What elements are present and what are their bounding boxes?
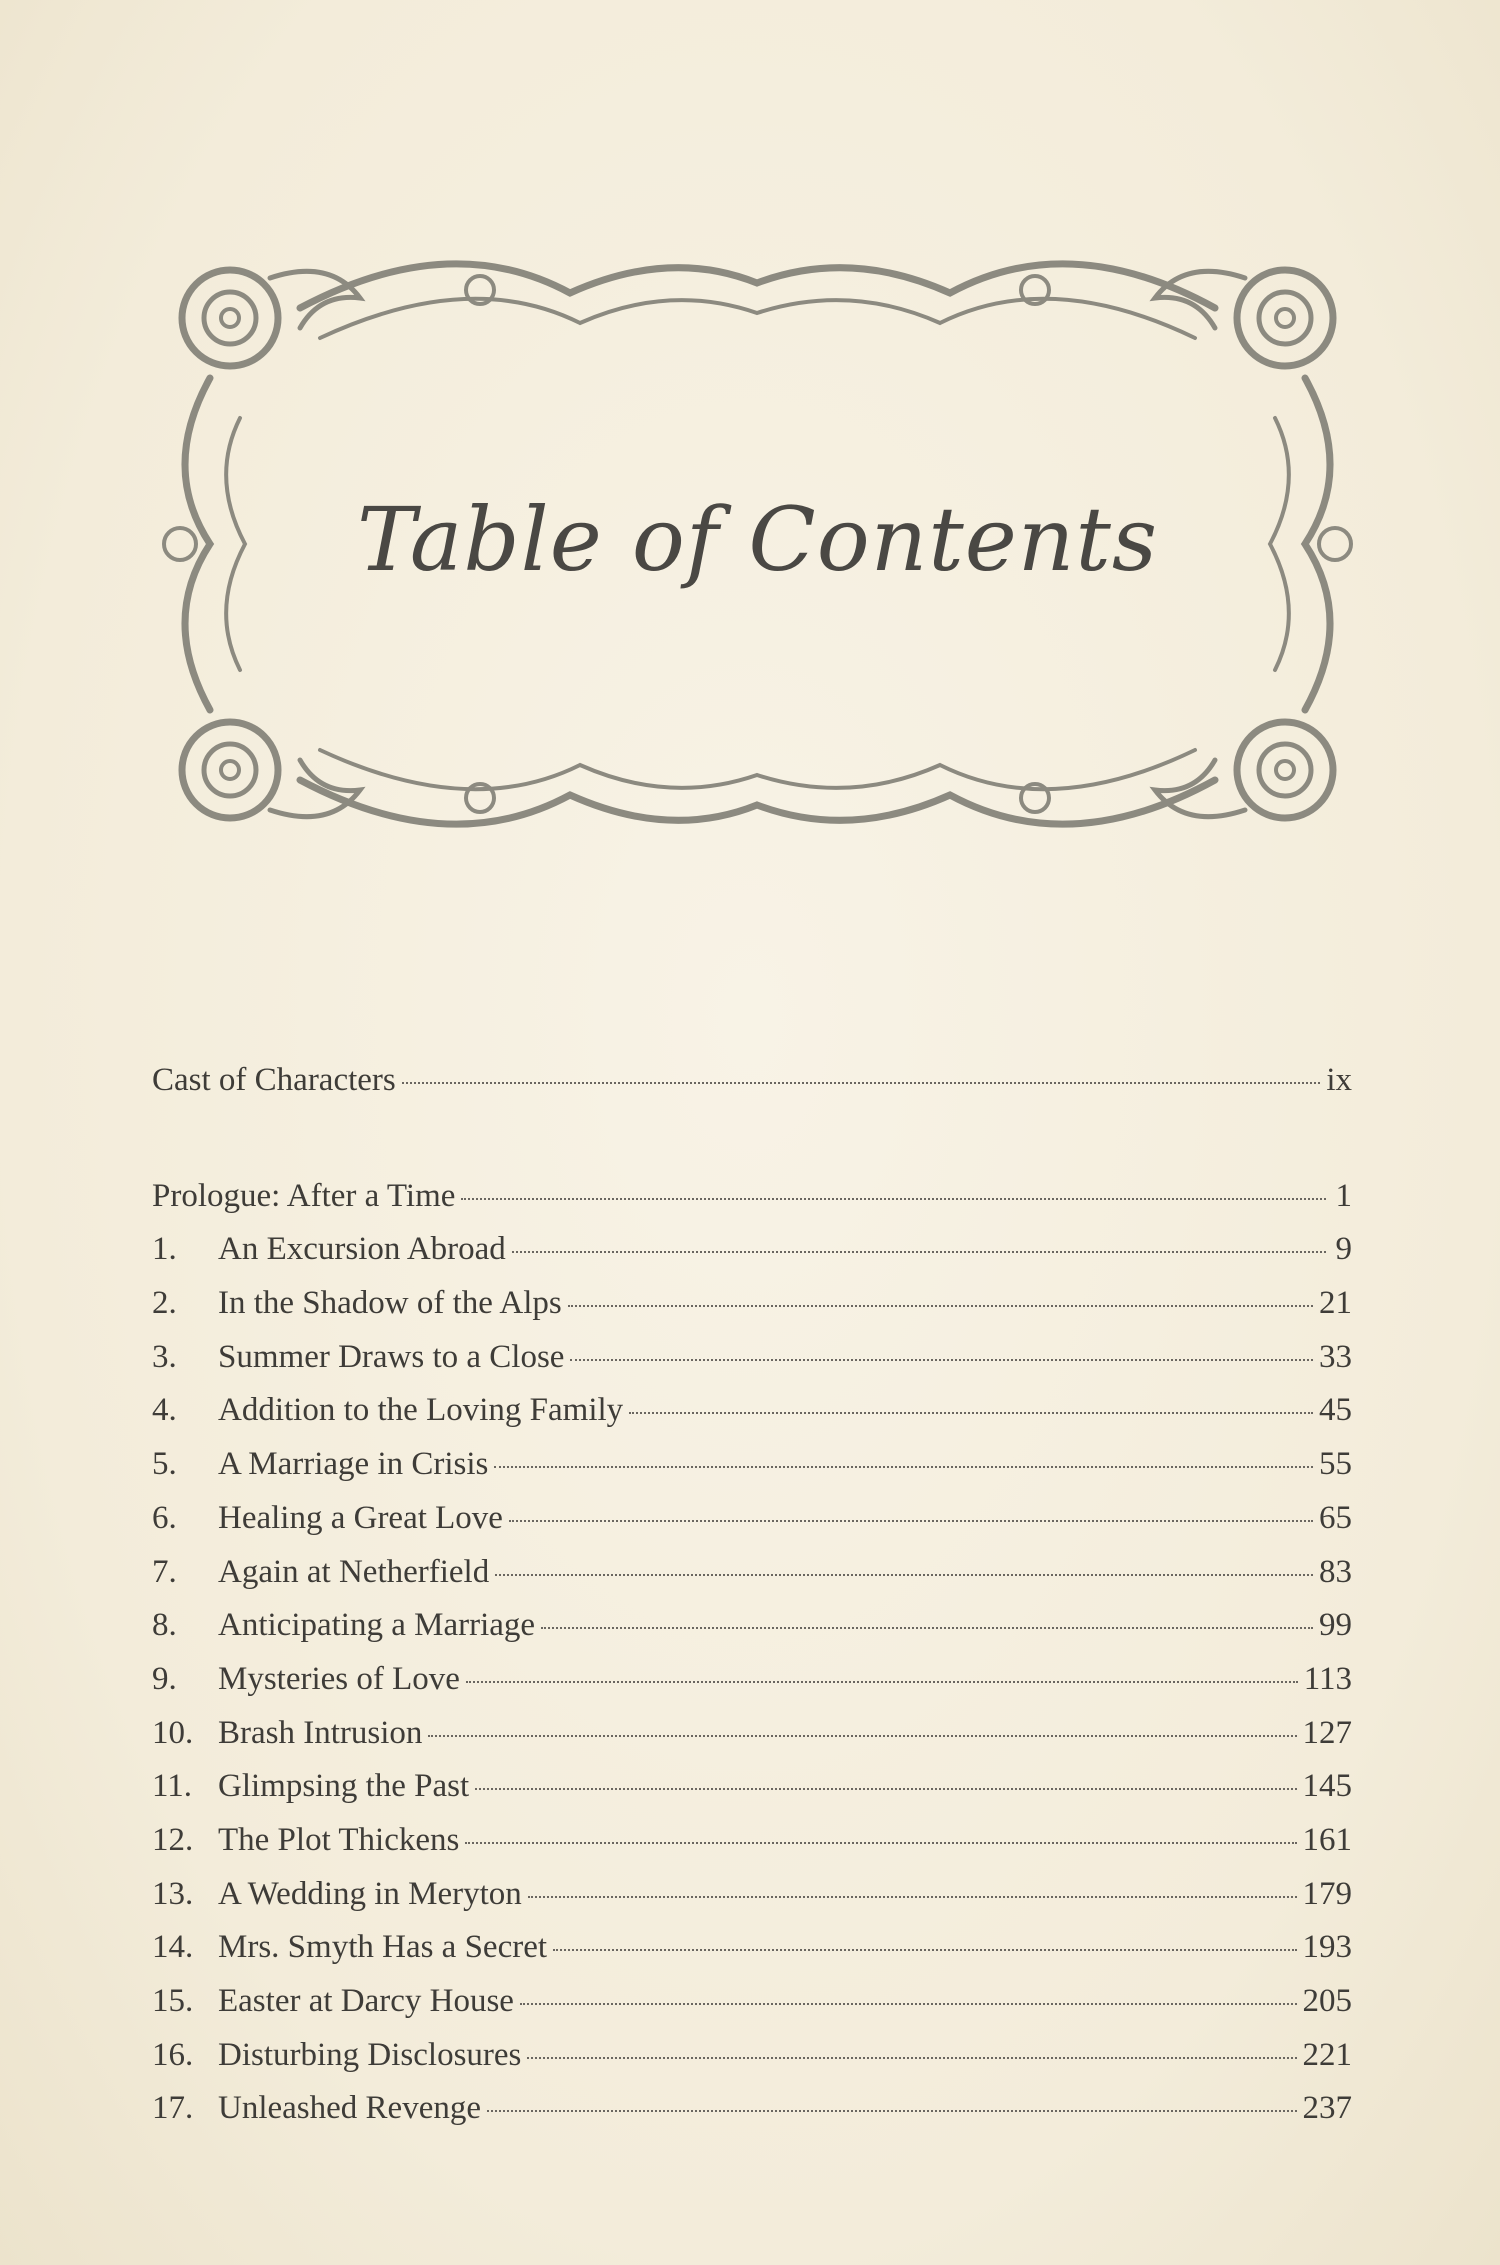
- toc-entry-label: Cast of Characters: [152, 1062, 396, 1098]
- toc-entry-chapter: [152, 1339, 1352, 1393]
- chapter-title: Easter at Darcy House: [218, 1983, 514, 2019]
- chapter-page: 145: [1302, 1768, 1352, 1805]
- chapter-number: 15.: [152, 1983, 194, 2019]
- chapter-title: Mrs. Smyth Has a Secret: [218, 1929, 548, 1966]
- toc-entry-page: 1: [1335, 1177, 1352, 1214]
- toc-entry-cast-of-characters: [152, 1062, 1352, 1116]
- dot-leader: [509, 1520, 1313, 1522]
- chapter-page: 193: [1302, 1929, 1352, 1966]
- chapter-title: Brash Intrusion: [218, 1714, 423, 1751]
- dot-leader: [402, 1082, 1321, 1084]
- toc-entry-chapter: [152, 1929, 1352, 1983]
- dot-leader: [520, 2003, 1297, 2005]
- toc-entry-chapter: [152, 1715, 1352, 1769]
- chapter-title: Addition to the Loving Family: [218, 1392, 624, 1429]
- chapter-title: Summer Draws to a Close: [218, 1338, 565, 1375]
- toc-entry-chapter: [152, 1231, 1352, 1285]
- toc-entry-chapter: [152, 1983, 1352, 2037]
- chapter-number: 2.: [152, 1285, 177, 1322]
- chapter-number: 14.: [152, 1929, 194, 1966]
- toc-entry-page: ix: [1326, 1062, 1352, 1098]
- chapter-page: 113: [1303, 1660, 1352, 1697]
- chapter-number: 16.: [152, 2036, 194, 2073]
- dot-leader: [461, 1198, 1326, 1200]
- toc-entry-chapter: [152, 1392, 1352, 1446]
- chapter-title: A Marriage in Crisis: [218, 1446, 489, 1483]
- chapter-title: Again at Netherfield: [218, 1553, 490, 1590]
- dot-leader: [466, 1681, 1298, 1683]
- chapter-title: A Wedding in Meryton: [218, 1875, 522, 1912]
- toc-entry-chapter: [152, 1446, 1352, 1500]
- chapter-number: 11.: [152, 1768, 193, 1805]
- chapter-title: The Plot Thickens: [218, 1821, 460, 1858]
- chapter-number: 7.: [152, 1553, 177, 1590]
- toc-entry-chapter: [152, 1876, 1352, 1930]
- chapter-page: 33: [1319, 1338, 1352, 1375]
- toc-entry-chapter: [152, 1607, 1352, 1661]
- chapter-page: 45: [1319, 1392, 1352, 1429]
- dot-leader: [487, 2110, 1297, 2112]
- chapter-number: 5.: [152, 1446, 177, 1483]
- chapter-number: 17.: [152, 2090, 194, 2127]
- chapter-page: 55: [1319, 1446, 1352, 1483]
- dot-leader: [494, 1466, 1313, 1468]
- toc-entry-chapter: [152, 1822, 1352, 1876]
- toc-entry-chapter: [152, 2037, 1352, 2091]
- dot-leader: [465, 1842, 1296, 1844]
- toc-entry-chapter: [152, 1500, 1352, 1554]
- dot-leader: [570, 1359, 1313, 1361]
- chapter-page: 65: [1319, 1499, 1352, 1536]
- chapter-page: 161: [1302, 1821, 1352, 1858]
- chapter-title: Anticipating a Marriage: [218, 1607, 536, 1644]
- dot-leader: [475, 1788, 1296, 1790]
- chapter-page: 127: [1302, 1714, 1352, 1751]
- dot-leader: [629, 1412, 1313, 1414]
- chapter-number: 13.: [152, 1875, 194, 1912]
- chapter-number: 3.: [152, 1338, 177, 1375]
- dot-leader: [512, 1251, 1326, 1253]
- chapter-title: Disturbing Disclosures: [218, 2036, 522, 2073]
- chapter-number: 1.: [152, 1231, 177, 1268]
- chapter-page: 221: [1302, 2036, 1352, 2073]
- dot-leader: [568, 1305, 1313, 1307]
- chapter-title: Glimpsing the Past: [218, 1768, 470, 1805]
- chapter-number: 12.: [152, 1821, 194, 1858]
- toc-entry-chapter: [152, 1285, 1352, 1339]
- chapter-page: 99: [1319, 1607, 1352, 1644]
- chapter-number: 4.: [152, 1392, 177, 1429]
- page-title: Table of Contents: [356, 488, 1158, 591]
- chapter-number: 6.: [152, 1499, 177, 1536]
- chapter-number: 10.: [152, 1714, 194, 1751]
- chapter-title: Mysteries of Love: [218, 1660, 460, 1697]
- toc-entry-chapter: [152, 1768, 1352, 1822]
- chapter-page: 21: [1319, 1285, 1352, 1322]
- chapter-title: In the Shadow of the Alps: [218, 1285, 562, 1322]
- chapter-number: 9.: [152, 1660, 177, 1697]
- chapter-title: Unleashed Revenge: [218, 2090, 481, 2127]
- toc-entry-prologue: [152, 1178, 1352, 1232]
- table-of-contents: [152, 1062, 1352, 2144]
- chapter-page: 237: [1302, 2090, 1352, 2127]
- chapter-title: An Excursion Abroad: [218, 1231, 506, 1268]
- chapter-page: 9: [1335, 1231, 1352, 1268]
- toc-entry-chapter: [152, 1554, 1352, 1608]
- dot-leader: [527, 2057, 1296, 2059]
- toc-entry-chapter: [152, 2090, 1352, 2144]
- dot-leader: [428, 1735, 1296, 1737]
- chapter-title: Healing a Great Love: [218, 1499, 503, 1536]
- dot-leader: [541, 1627, 1313, 1629]
- dot-leader: [495, 1574, 1313, 1576]
- toc-entry-label: Prologue: After a Time: [152, 1177, 456, 1214]
- chapter-page: 179: [1302, 1875, 1352, 1912]
- chapter-number: 8.: [152, 1607, 177, 1644]
- chapter-page: 83: [1319, 1553, 1352, 1590]
- dot-leader: [553, 1949, 1296, 1951]
- toc-entry-chapter: [152, 1661, 1352, 1715]
- chapter-page: 205: [1302, 1983, 1352, 2019]
- dot-leader: [528, 1896, 1297, 1898]
